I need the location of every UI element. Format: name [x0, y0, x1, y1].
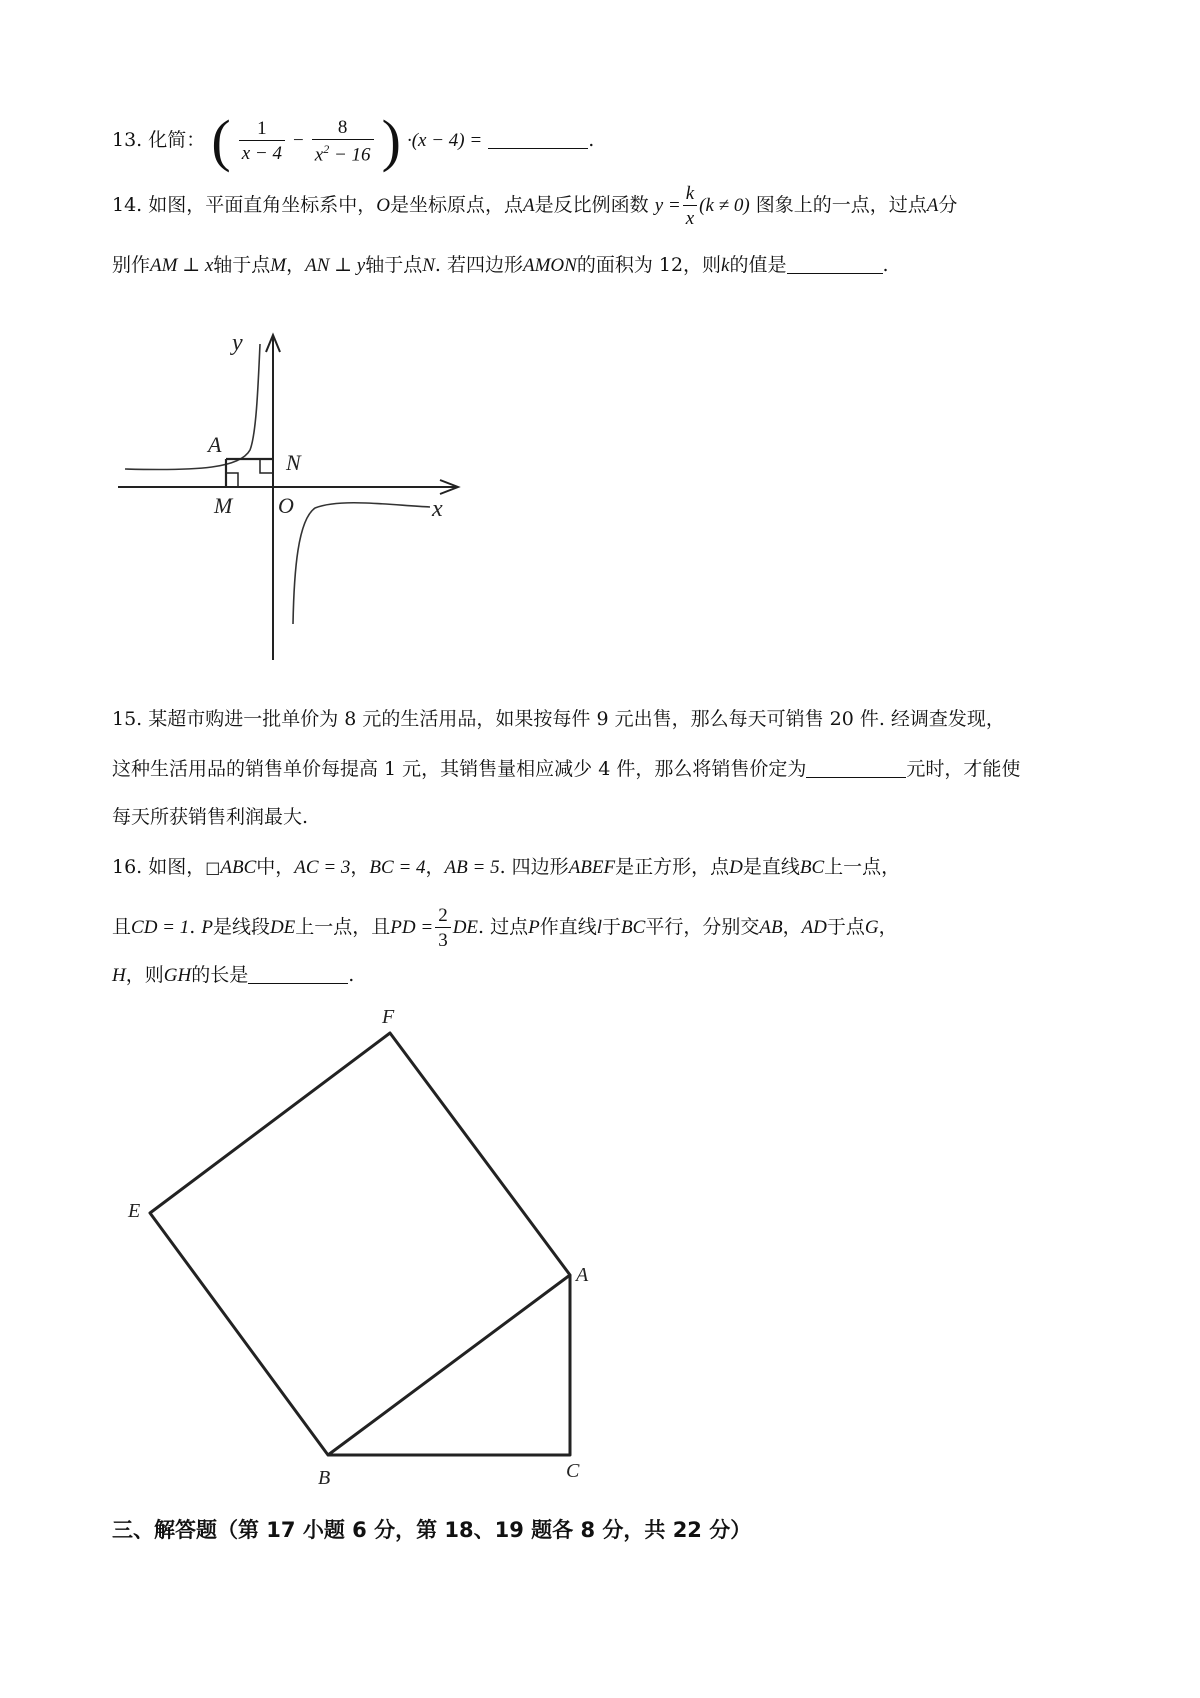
- fraction-2-over-3: $\frac{2}{3}$: [435, 906, 451, 950]
- label-B: B: [318, 1467, 331, 1489]
- left-paren: (: [211, 108, 231, 173]
- answer-blank[interactable]: [806, 776, 906, 778]
- label-A: A: [576, 1264, 589, 1286]
- question-16-line-3: H，则GH的长是 .: [112, 964, 355, 986]
- label-F: F: [382, 1006, 395, 1028]
- right-angle-N: [260, 459, 273, 473]
- label-y: y: [232, 330, 243, 356]
- label-x: x: [432, 496, 443, 522]
- question-13: 13. 化简： ( $\frac{1}{x - 4}$ − $\frac{8}{x^2 - 16}$ ) ·(x − 4) = .: [112, 108, 595, 173]
- fraction-1: $\frac{1}{x - 4}$: [239, 119, 285, 163]
- label-O: O: [278, 493, 294, 518]
- question-14-line-1: 14. 如图，平面直角坐标系中，O是坐标原点，点A是反比例函数 y = $\frac{k}{x}$ (k ≠ 0) 图象上的一点，过点A分: [112, 183, 958, 229]
- answer-blank[interactable]: [248, 982, 348, 984]
- hyperbola-branch-right: [293, 503, 430, 624]
- hyperbola-branch-left: [125, 344, 260, 470]
- question-text: 化简：: [148, 129, 206, 151]
- label-A: A: [208, 432, 222, 457]
- question-16-line-2: 且CD = 1. P是线段DE上一点，且PD = $\frac{2}{3}$ DE. 过点P作直线l于BC平行，分别交AB，AD于点G，: [112, 905, 898, 951]
- question-15-line-2: 这种生活用品的销售单价每提高 1 元，其销售量相应减少 4 件，那么将销售价定为 元时，才能使: [112, 758, 1021, 780]
- square-ABEF: [150, 1033, 570, 1455]
- question-14-line-2: 别作AM ⊥ x轴于点M，AN ⊥ y轴于点N. 若四边形AMON的面积为 12，则k的值是 .: [112, 254, 889, 276]
- label-E: E: [128, 1200, 141, 1222]
- question-16-line-1: 16. 如图，□ABC中，AC = 3，BC = 4，AB = 5. 四边形ABEF是正方形，点D是直线BC上一点，: [112, 856, 901, 878]
- question-15-line-1: 15. 某超市购进一批单价为 8 元的生活用品，如果按每件 9 元出售，那么每天可销售 20 件. 经调查发现，: [112, 708, 1005, 730]
- fraction-2: $\frac{8}{x^2 - 16}$: [312, 118, 374, 164]
- question-15-line-3: 每天所获销售利润最大.: [112, 806, 309, 828]
- figure-14-graph: [110, 330, 510, 660]
- figure-16-square-triangle: [120, 1000, 640, 1500]
- label-N: N: [286, 450, 301, 475]
- right-paren: ): [381, 108, 401, 173]
- answer-blank[interactable]: [488, 147, 588, 149]
- answer-blank[interactable]: [787, 272, 883, 274]
- fraction-k-over-x: $\frac{k}{x}$: [683, 184, 697, 228]
- right-angle-M: [226, 473, 238, 487]
- question-number: 13.: [112, 129, 143, 151]
- label-C: C: [566, 1460, 580, 1482]
- label-M: M: [214, 493, 233, 518]
- section-3-heading: 三、解答题（第 17 小题 6 分，第 18、19 题各 8 分，共 22 分）: [112, 1518, 752, 1542]
